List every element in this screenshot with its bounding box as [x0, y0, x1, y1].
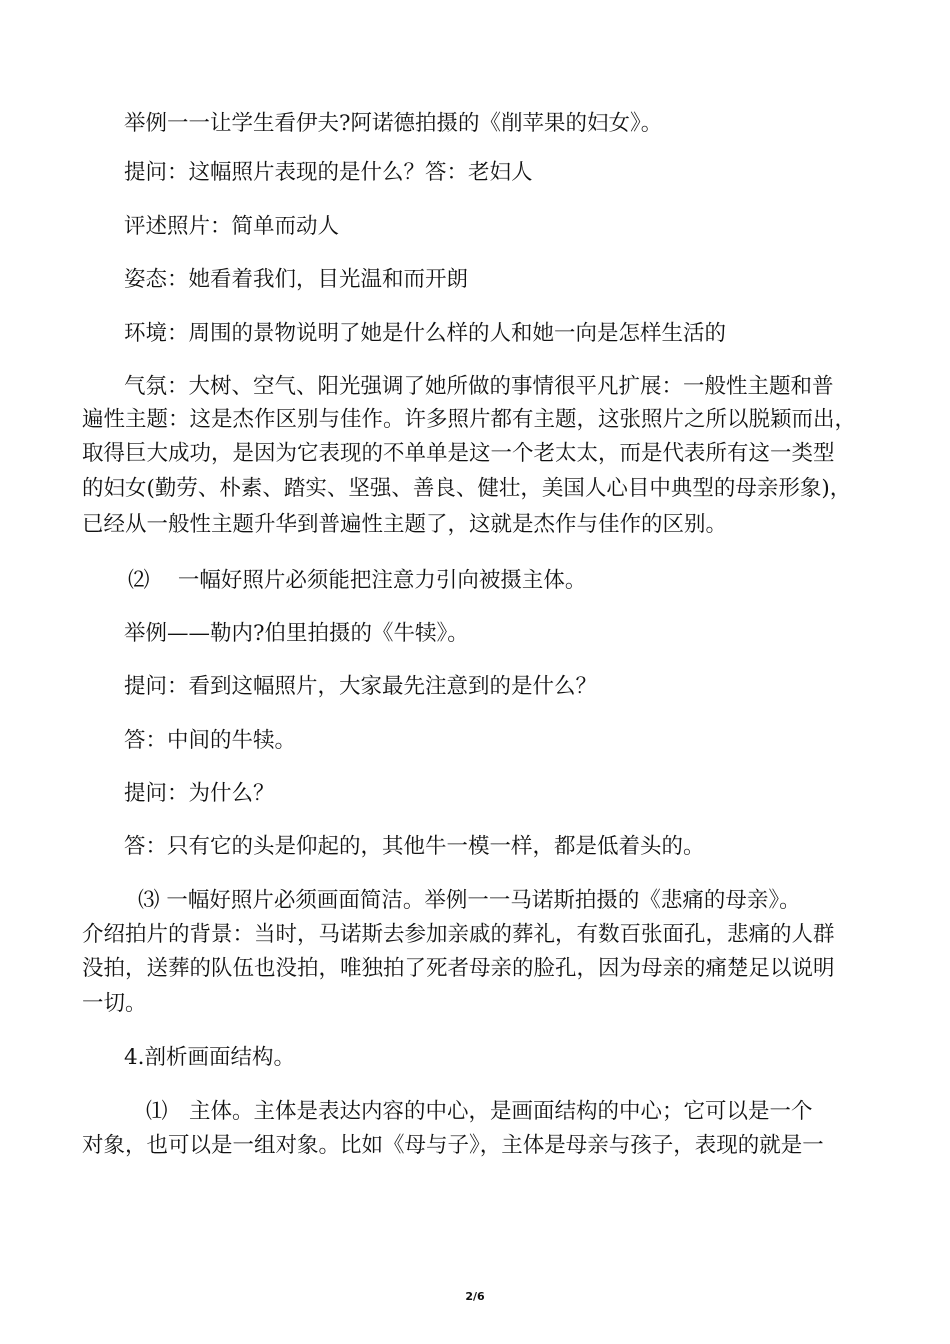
- text-line: 答：只有它的头是仰起的，其他牛一模一样，都是低着头的。: [124, 834, 705, 859]
- text-line: ⑴ 主体。主体是表达内容的中心，是画面结构的中心；它可以是一个: [146, 1099, 813, 1124]
- text-line: ⑵ 一幅好照片必须能把注意力引向被摄主体。: [128, 568, 587, 593]
- text-line: 提问：这幅照片表现的是什么？答：老妇人: [124, 160, 533, 185]
- text-line: 对象，也可以是一组对象。比如《母与子》，主体是母亲与孩子，表现的就是一: [82, 1133, 824, 1158]
- text-line: 遍性主题：这是杰作区别与佳作。许多照片都有主题，这张照片之所以脱颖而出，: [82, 407, 857, 432]
- text-line: ⑶ 一幅好照片必须画面简洁。举例一一马诺斯拍摄的《悲痛的母亲》。: [138, 888, 801, 913]
- text-line: 取得巨大成功，是因为它表现的不单单是这一个老太太，而是代表所有这一类型: [82, 441, 835, 466]
- text-line: 气氛：大树、空气、阳光强调了她所做的事情很平凡扩展：一般性主题和普: [124, 374, 834, 399]
- text-line: 没拍，送葬的队伍也没拍，唯独拍了死者母亲的脸孔，因为母亲的痛楚足以说明: [82, 956, 835, 981]
- text-line: 提问：为什么？: [124, 781, 275, 806]
- text-line: 的妇女(勤劳、朴素、踏实、坚强、善良、健壮，美国人心目中典型的母亲形象)，: [82, 476, 852, 501]
- text-line: 提问：看到这幅照片，大家最先注意到的是什么？: [124, 674, 598, 699]
- text-line: 环境：周围的景物说明了她是什么样的人和她一向是怎样生活的: [124, 321, 727, 346]
- text-line: 举例一一让学生看伊夫?阿诺德拍摄的《削苹果的妇女》。: [124, 111, 663, 136]
- text-line: 已经从一般性主题升华到普遍性主题了，这就是杰作与佳作的区别。: [82, 512, 728, 537]
- section-heading: 4.剖析画面结构。: [124, 1045, 296, 1070]
- text-line: 一切。: [82, 991, 147, 1016]
- text-line: 姿态：她看着我们，目光温和而开朗: [124, 267, 469, 292]
- text-line: 评述照片：简单而动人: [124, 214, 340, 239]
- text-line: 介绍拍片的背景：当时，马诺斯去参加亲戚的葬礼，有数百张面孔，悲痛的人群: [82, 922, 835, 947]
- page-number: 2/6: [465, 1290, 485, 1303]
- text-line: 答：中间的牛犊。: [124, 728, 297, 753]
- text-line: 举例——勒内?伯里拍摄的《牛犊》。: [124, 621, 469, 646]
